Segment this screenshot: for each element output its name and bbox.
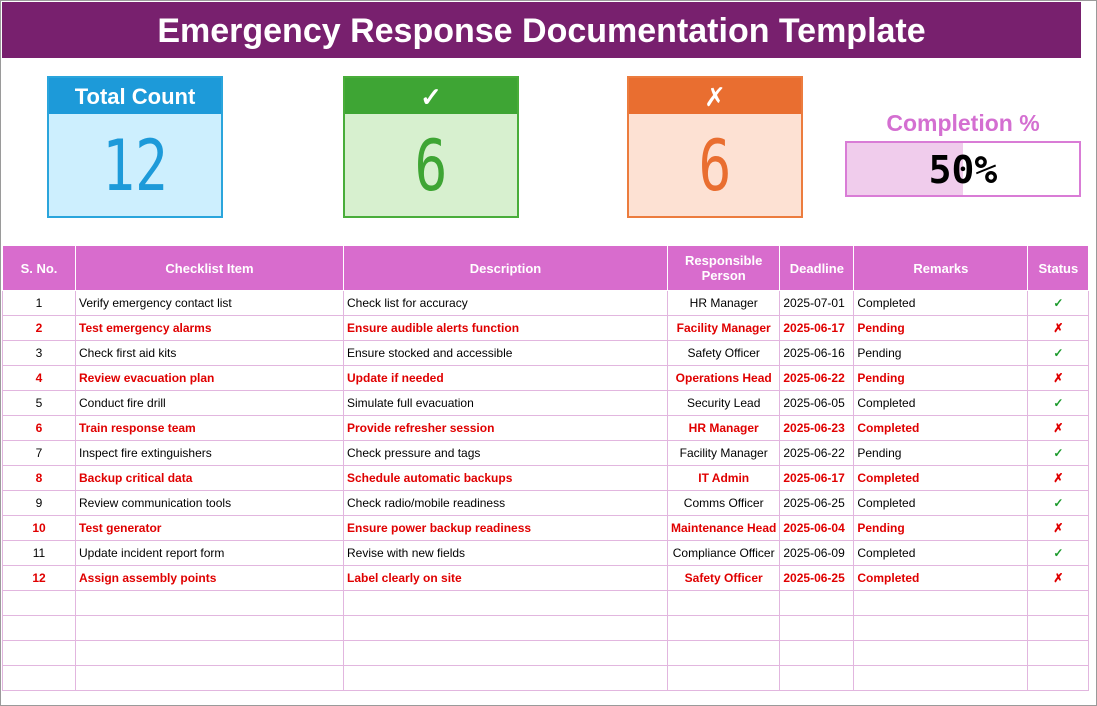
cell-responsible-person[interactable]: Facility Manager (668, 316, 780, 341)
empty-cell[interactable] (3, 641, 76, 666)
empty-cell[interactable] (854, 666, 1028, 691)
empty-cell[interactable] (668, 591, 780, 616)
kpi-total-value: 12 (102, 125, 168, 207)
cell-responsible-person[interactable]: Facility Manager (668, 441, 780, 466)
cross-icon[interactable]: ✗ (1028, 366, 1089, 391)
cell-responsible-person[interactable]: Safety Officer (668, 566, 780, 591)
cell-responsible-person[interactable]: HR Manager (668, 291, 780, 316)
cell-remarks[interactable]: Pending (854, 441, 1028, 466)
table-header-row (3, 246, 1089, 291)
cell-remarks[interactable]: Completed (854, 491, 1028, 516)
cell-deadline[interactable]: 2025-06-25 (780, 566, 854, 591)
empty-cell[interactable] (780, 616, 854, 641)
cell-description[interactable]: Check list for accuracy (344, 291, 668, 316)
cell-remarks[interactable]: Completed (854, 391, 1028, 416)
kpi-total-count (47, 76, 223, 218)
cell-sno[interactable]: 7 (3, 441, 76, 466)
table-row-empty (3, 641, 1089, 666)
kpi-completed-value: 6 (414, 125, 448, 207)
cross-icon[interactable]: ✗ (1028, 566, 1089, 591)
cell-remarks[interactable]: Completed (854, 541, 1028, 566)
table-row (3, 441, 1089, 466)
cell-deadline[interactable]: 2025-06-05 (780, 391, 854, 416)
cell-description[interactable]: Revise with new fields (344, 541, 668, 566)
header-status[interactable]: Status (1028, 246, 1089, 291)
cell-responsible-person[interactable]: HR Manager (668, 416, 780, 441)
cell-responsible-person[interactable]: Safety Officer (668, 341, 780, 366)
cell-checklist-item[interactable]: Train response team (76, 416, 344, 441)
kpi-total-label: Total Count (49, 78, 221, 114)
empty-cell[interactable] (780, 641, 854, 666)
table-row-empty (3, 666, 1089, 691)
cell-checklist-item[interactable]: Update incident report form (76, 541, 344, 566)
table-row (3, 541, 1089, 566)
cell-sno[interactable]: 5 (3, 391, 76, 416)
table-row (3, 366, 1089, 391)
table-row (3, 291, 1089, 316)
cell-description[interactable]: Ensure power backup readiness (344, 516, 668, 541)
cell-deadline[interactable]: 2025-06-09 (780, 541, 854, 566)
table-row (3, 516, 1089, 541)
cell-description[interactable]: Check radio/mobile readiness (344, 491, 668, 516)
cell-description[interactable]: Ensure stocked and accessible (344, 341, 668, 366)
cell-sno[interactable]: 8 (3, 466, 76, 491)
cell-sno[interactable]: 10 (3, 516, 76, 541)
check-icon[interactable]: ✓ (1028, 391, 1089, 416)
empty-cell[interactable] (1028, 641, 1089, 666)
check-icon[interactable]: ✓ (1028, 341, 1089, 366)
completion-value: 50% (928, 148, 998, 192)
cross-icon[interactable]: ✗ (1028, 316, 1089, 341)
cell-remarks[interactable]: Completed (854, 291, 1028, 316)
completion-label: Completion % (886, 110, 1040, 136)
empty-cell[interactable] (1028, 591, 1089, 616)
table-row-empty (3, 591, 1089, 616)
cell-checklist-item[interactable]: Review evacuation plan (76, 366, 344, 391)
cell-sno[interactable]: 9 (3, 491, 76, 516)
cell-description[interactable]: Check pressure and tags (344, 441, 668, 466)
cross-icon[interactable]: ✗ (1028, 466, 1089, 491)
header-checklist-item[interactable]: Checklist Item (76, 246, 344, 291)
cell-remarks[interactable]: Completed (854, 416, 1028, 441)
check-icon[interactable]: ✓ (1028, 491, 1089, 516)
cell-remarks[interactable]: Pending (854, 316, 1028, 341)
cell-deadline[interactable]: 2025-06-22 (780, 366, 854, 391)
empty-cell[interactable] (780, 591, 854, 616)
empty-cell[interactable] (1028, 616, 1089, 641)
cell-checklist-item[interactable]: Backup critical data (76, 466, 344, 491)
checklist-table (2, 245, 1089, 691)
header-deadline[interactable]: Deadline (780, 246, 854, 291)
empty-cell[interactable] (854, 616, 1028, 641)
cell-sno[interactable]: 4 (3, 366, 76, 391)
cell-deadline[interactable]: 2025-06-17 (780, 316, 854, 341)
cell-checklist-item[interactable]: Test generator (76, 516, 344, 541)
empty-cell[interactable] (3, 591, 76, 616)
table-row (3, 316, 1089, 341)
check-icon: ✓ (345, 78, 517, 114)
empty-cell[interactable] (3, 616, 76, 641)
cell-description[interactable]: Simulate full evacuation (344, 391, 668, 416)
kpi-not-completed (627, 76, 803, 218)
header-description[interactable]: Description (344, 246, 668, 291)
empty-cell[interactable] (668, 666, 780, 691)
cell-sno[interactable]: 3 (3, 341, 76, 366)
cross-icon[interactable]: ✗ (1028, 416, 1089, 441)
cell-remarks[interactable]: Completed (854, 566, 1028, 591)
empty-cell[interactable] (344, 666, 668, 691)
table-row-empty (3, 616, 1089, 641)
cell-remarks[interactable]: Pending (854, 341, 1028, 366)
cell-sno[interactable]: 2 (3, 316, 76, 341)
cell-description[interactable]: Update if needed (344, 366, 668, 391)
empty-cell[interactable] (344, 641, 668, 666)
cell-remarks[interactable]: Pending (854, 516, 1028, 541)
cell-checklist-item[interactable]: Check first aid kits (76, 341, 344, 366)
page-title: Emergency Response Documentation Template (2, 2, 1081, 58)
table-body (3, 291, 1089, 691)
cell-description[interactable]: Ensure audible alerts function (344, 316, 668, 341)
cell-deadline[interactable]: 2025-06-04 (780, 516, 854, 541)
empty-cell[interactable] (344, 616, 668, 641)
table-row (3, 416, 1089, 441)
header-responsible-person[interactable]: Responsible Person (668, 246, 780, 291)
cell-checklist-item[interactable]: Conduct fire drill (76, 391, 344, 416)
empty-cell[interactable] (344, 591, 668, 616)
cell-description[interactable]: Provide refresher session (344, 416, 668, 441)
cell-responsible-person[interactable]: Maintenance Head (668, 516, 780, 541)
cell-remarks[interactable]: Pending (854, 366, 1028, 391)
header-remarks[interactable]: Remarks (854, 246, 1028, 291)
table-row (3, 566, 1089, 591)
table-row (3, 466, 1089, 491)
completion-progress-bar (845, 141, 1081, 197)
check-icon[interactable]: ✓ (1028, 441, 1089, 466)
empty-cell[interactable] (854, 591, 1028, 616)
kpi-completed (343, 76, 519, 218)
cell-deadline[interactable]: 2025-06-23 (780, 416, 854, 441)
cross-icon[interactable]: ✗ (1028, 516, 1089, 541)
cell-deadline[interactable]: 2025-06-22 (780, 441, 854, 466)
table-row (3, 341, 1089, 366)
cell-checklist-item[interactable]: Verify emergency contact list (76, 291, 344, 316)
cell-checklist-item[interactable]: Review communication tools (76, 491, 344, 516)
cell-sno[interactable]: 1 (3, 291, 76, 316)
cell-responsible-person[interactable]: IT Admin (668, 466, 780, 491)
empty-cell[interactable] (76, 641, 344, 666)
cell-description[interactable]: Schedule automatic backups (344, 466, 668, 491)
cell-sno[interactable]: 12 (3, 566, 76, 591)
cell-description[interactable]: Label clearly on site (344, 566, 668, 591)
table-row (3, 491, 1089, 516)
empty-cell[interactable] (780, 666, 854, 691)
empty-cell[interactable] (854, 641, 1028, 666)
cell-checklist-item[interactable]: Assign assembly points (76, 566, 344, 591)
check-icon[interactable]: ✓ (1028, 541, 1089, 566)
cell-deadline[interactable]: 2025-06-17 (780, 466, 854, 491)
empty-cell[interactable] (3, 666, 76, 691)
cross-icon: ✗ (629, 78, 801, 114)
cell-deadline[interactable]: 2025-06-25 (780, 491, 854, 516)
cell-responsible-person[interactable]: Comms Officer (668, 491, 780, 516)
cell-remarks[interactable]: Completed (854, 466, 1028, 491)
header-sno[interactable]: S. No. (3, 246, 76, 291)
empty-cell[interactable] (76, 666, 344, 691)
cell-sno[interactable]: 11 (3, 541, 76, 566)
cell-deadline[interactable]: 2025-07-01 (780, 291, 854, 316)
empty-cell[interactable] (668, 616, 780, 641)
table-row (3, 391, 1089, 416)
cell-sno[interactable]: 6 (3, 416, 76, 441)
cell-deadline[interactable]: 2025-06-16 (780, 341, 854, 366)
empty-cell[interactable] (1028, 666, 1089, 691)
cell-checklist-item[interactable]: Test emergency alarms (76, 316, 344, 341)
empty-cell[interactable] (76, 616, 344, 641)
cell-responsible-person[interactable]: Compliance Officer (668, 541, 780, 566)
empty-cell[interactable] (668, 641, 780, 666)
empty-cell[interactable] (76, 591, 344, 616)
kpi-not-completed-value: 6 (698, 125, 732, 207)
check-icon[interactable]: ✓ (1028, 291, 1089, 316)
cell-checklist-item[interactable]: Inspect fire extinguishers (76, 441, 344, 466)
cell-responsible-person[interactable]: Operations Head (668, 366, 780, 391)
cell-responsible-person[interactable]: Security Lead (668, 391, 780, 416)
